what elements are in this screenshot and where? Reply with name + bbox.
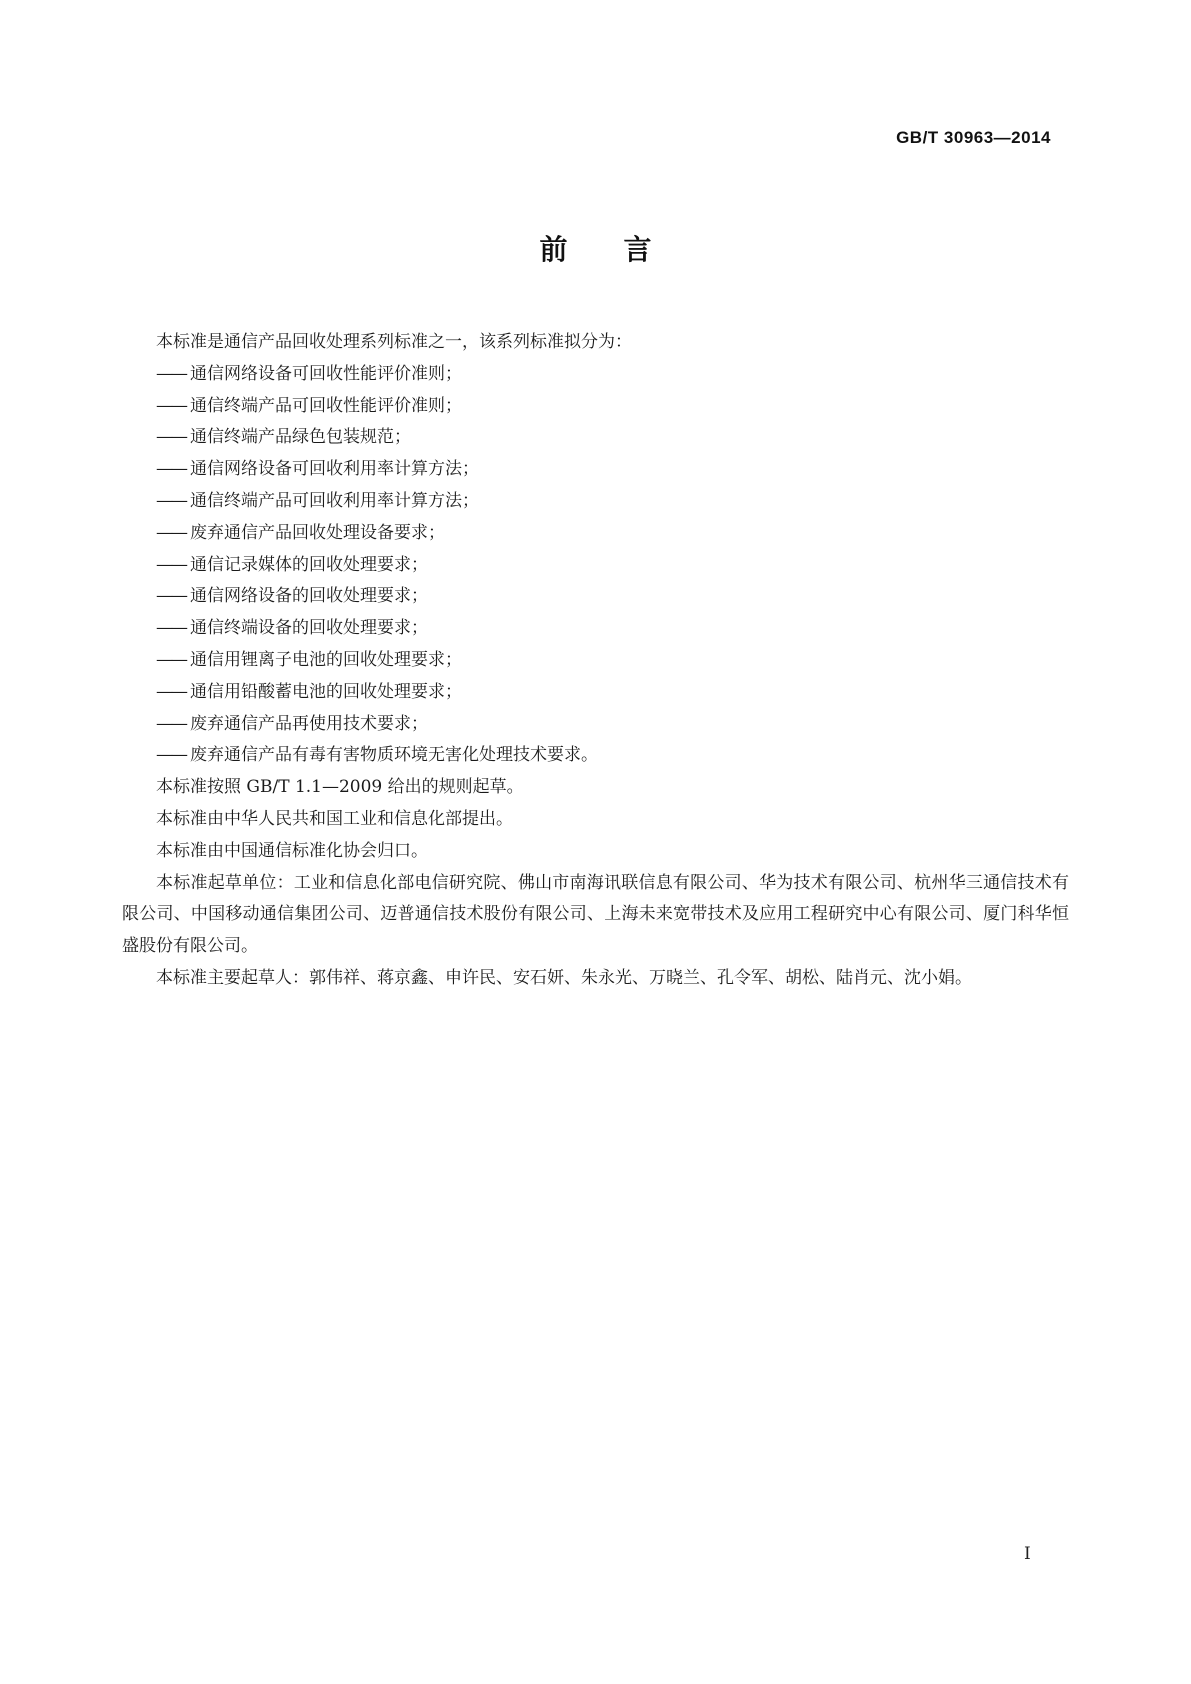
list-item-text: 废弃通信产品回收处理设备要求； xyxy=(190,522,445,543)
list-item-text: 废弃通信产品再使用技术要求； xyxy=(190,713,428,734)
dash-mark: —— xyxy=(156,618,186,639)
list-item-text: 废弃通信产品有毒有害物质环境无害化处理技术要求。 xyxy=(190,745,598,766)
list-item-text: 通信终端设备的回收处理要求； xyxy=(190,618,428,639)
list-item xyxy=(122,581,1069,613)
list-item-text: 通信网络设备可回收性能评价准则； xyxy=(190,363,462,384)
proposer-paragraph: 本标准由中华人民共和国工业和信息化部提出。 xyxy=(156,808,513,829)
centralizer-paragraph: 本标准由中国通信标准化协会归口。 xyxy=(156,840,428,861)
list-item-text: 通信终端产品可回收利用率计算方法； xyxy=(190,490,479,511)
dash-mark: —— xyxy=(156,522,186,543)
list-item xyxy=(122,486,1069,518)
foreword-body xyxy=(122,327,1069,995)
dash-mark: —— xyxy=(156,713,186,734)
dash-mark: —— xyxy=(156,681,186,702)
list-item xyxy=(122,454,1069,486)
list-item xyxy=(122,709,1069,741)
list-item xyxy=(122,613,1069,645)
dash-mark: —— xyxy=(156,427,186,448)
drafting-units-paragraph: 本标准起草单位：工业和信息化部电信研究院、佛山市南海讯联信息有限公司、华为技术有限公司、杭州华三通信技术有限公司、中国移动通信集团公司、迈普通信技术股份有限公司、上海未来宽带技术及应用工程研究中心有限公司、厦门科华恒盛股份有限公司。 xyxy=(122,872,1069,957)
list-item xyxy=(122,550,1069,582)
list-item-text: 通信用铅酸蓄电池的回收处理要求； xyxy=(190,681,462,702)
list-item xyxy=(122,677,1069,709)
dash-mark: —— xyxy=(156,554,186,575)
dash-mark: —— xyxy=(156,395,186,416)
dash-mark: —— xyxy=(156,745,186,766)
page-title: 前言 xyxy=(539,233,708,266)
page-number: I xyxy=(1024,1544,1031,1564)
standard-number: GB/T 30963—2014 xyxy=(896,128,1051,147)
list-item xyxy=(122,645,1069,677)
list-item-text: 通信记录媒体的回收处理要求； xyxy=(190,554,428,575)
list-item xyxy=(122,518,1069,550)
rules-paragraph: 本标准按照 GB/T 1.1—2009 给出的规则起草。 xyxy=(156,777,524,798)
dash-mark: —— xyxy=(156,459,186,480)
list-item-text: 通信用锂离子电池的回收处理要求； xyxy=(190,649,462,670)
dash-mark: —— xyxy=(156,490,186,511)
list-item xyxy=(122,359,1069,391)
list-item xyxy=(122,740,1069,772)
dash-mark: —— xyxy=(156,586,186,607)
list-item-text: 通信网络设备的回收处理要求； xyxy=(190,586,428,607)
list-item-text: 通信终端产品可回收性能评价准则； xyxy=(190,395,462,416)
list-item-text: 通信网络设备可回收利用率计算方法； xyxy=(190,459,479,480)
list-item xyxy=(122,391,1069,423)
intro-paragraph: 本标准是通信产品回收处理系列标准之一，该系列标准拟分为： xyxy=(156,332,632,352)
drafters-paragraph: 本标准主要起草人：郭伟祥、蒋京鑫、申许民、安石妍、朱永光、万晓兰、孔令军、胡松、陆肖元、沈小娟。 xyxy=(156,967,972,988)
list-item xyxy=(122,422,1069,454)
series-list xyxy=(122,359,1069,772)
dash-mark: —— xyxy=(156,649,186,670)
list-item-text: 通信终端产品绿色包装规范； xyxy=(190,427,411,448)
dash-mark: —— xyxy=(156,363,186,384)
